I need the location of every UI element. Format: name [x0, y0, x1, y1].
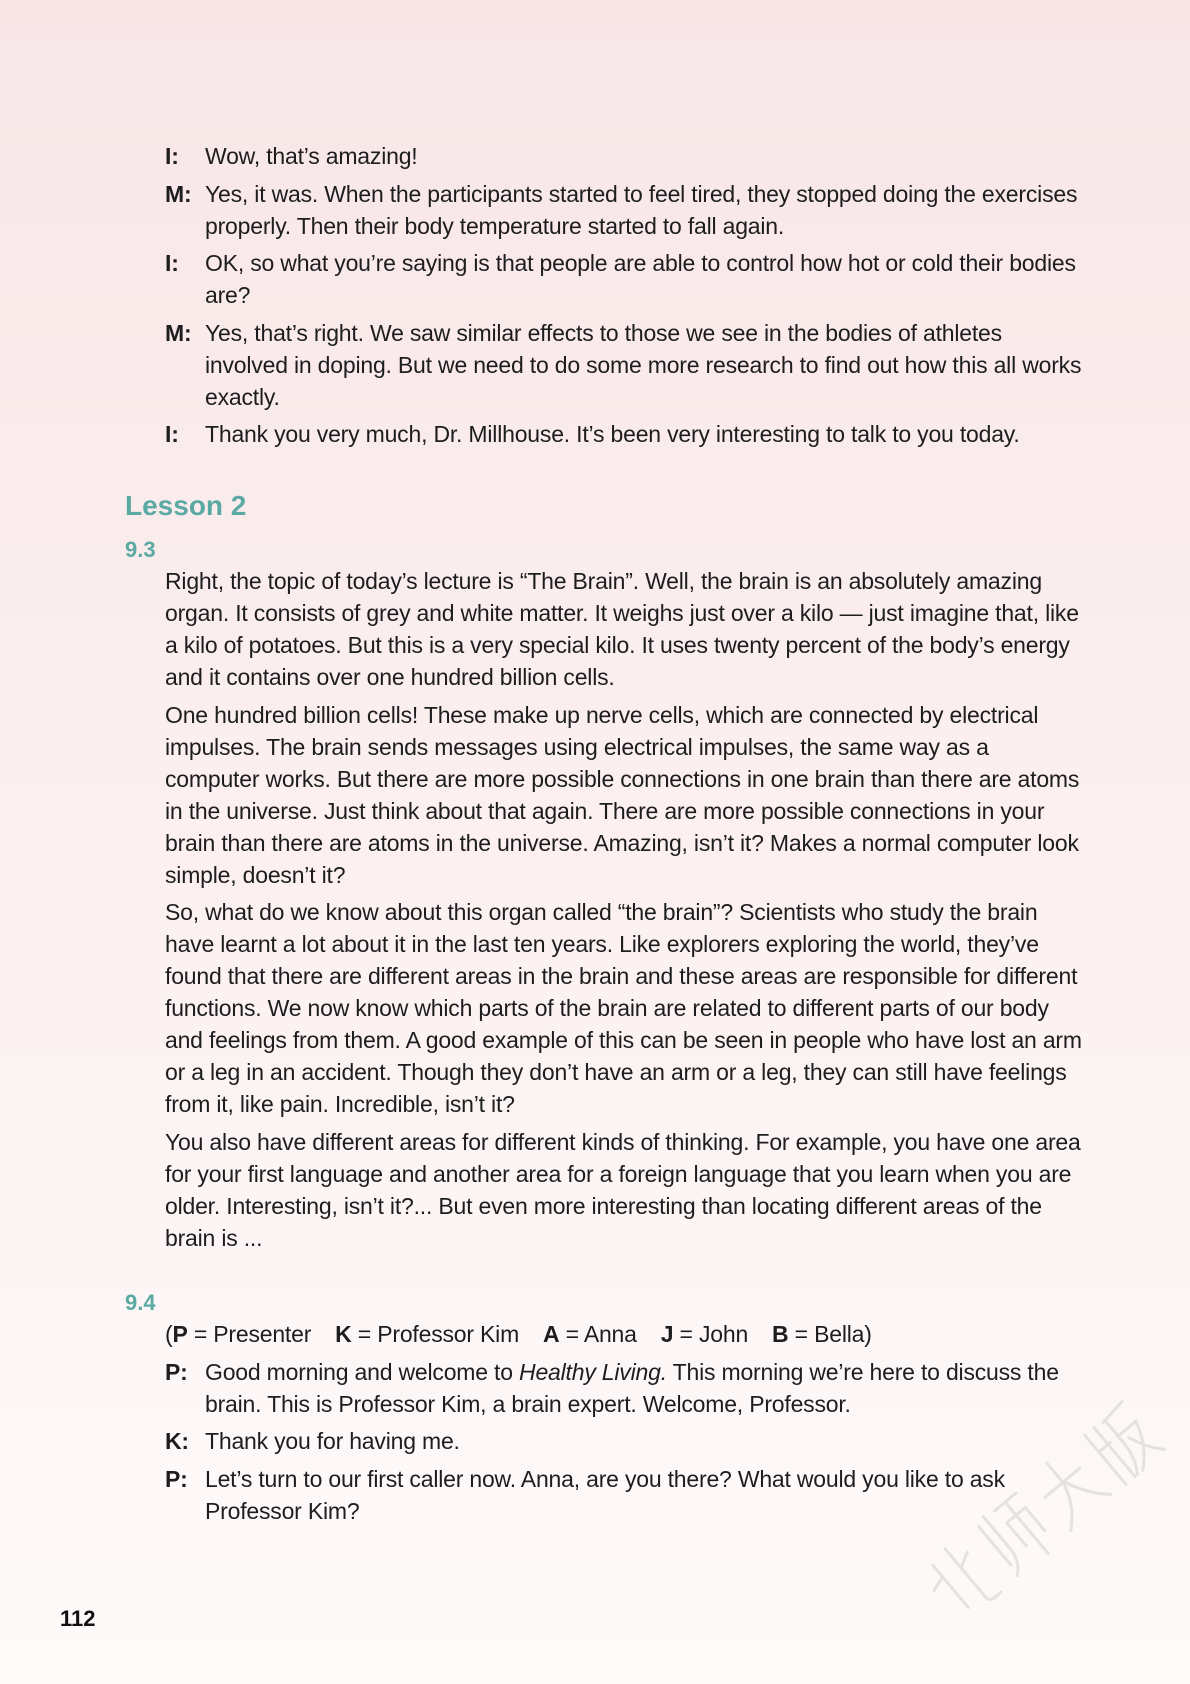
lesson-heading: Lesson 2: [125, 490, 247, 521]
dialogue-1: [0, 140, 1085, 456]
paragraph: You also have different areas for different kinds of thinking. For example, you have one area for your first language and another area for a foreign language that you learn when you are older. Interesting, isn’t it?... But even more interesting than locating different areas of the brain is ...: [165, 1128, 1081, 1251]
speaker-label: M:: [165, 319, 192, 346]
speaker-label: P:: [165, 1465, 188, 1492]
dialogue-line: [0, 317, 1085, 413]
speaker-label: K:: [165, 1428, 189, 1454]
key-letter: P: [172, 1321, 188, 1347]
speaker-label: I:: [165, 143, 179, 169]
speaker-label: I:: [165, 250, 179, 276]
dialogue-line: [0, 178, 1085, 242]
speaker-label: M:: [165, 180, 192, 207]
speaker-label: P:: [165, 1358, 188, 1385]
track-number-9-3: 9.3: [125, 537, 156, 562]
key-letter: J: [660, 1321, 674, 1347]
key-name: = Professor Kim: [357, 1321, 520, 1347]
key-letter: A: [543, 1321, 560, 1347]
paragraph: Right, the topic of today’s lecture is “The Brain”. Well, the brain is an absolutely amazing organ. It consists of grey and white matter. It weighs just over a kilo — just imagine that, like a kilo of potatoes. But this is a very special kilo. It uses twenty percent of the body’s energy and it contains over one hundred billion cells.: [165, 568, 1079, 690]
dialogue-line: [0, 140, 1085, 172]
key-name: = John: [679, 1321, 749, 1347]
dialogue-text: Good morning and welcome to Healthy Living. This morning we’re here to discuss the brain. This is Professor Kim, a brain expert. Welcome, Professor.: [205, 1358, 1059, 1417]
speaker-key: (P = Presenter K = Professor Kim A = Anna J = John B = Bella): [165, 1321, 872, 1347]
key-name: = Presenter: [193, 1321, 312, 1347]
dialogue-line: [0, 418, 1085, 450]
key-letter: B: [772, 1321, 789, 1347]
dialogue-text: Wow, that’s amazing!: [205, 143, 418, 169]
dialogue-line: [0, 247, 1085, 311]
dialogue-text: Let’s turn to our first caller now. Anna, are you there? What would you like to ask Professor Kim?: [205, 1465, 1005, 1524]
page-number: 112: [60, 1606, 96, 1631]
publisher-watermark: [880, 1360, 1180, 1660]
paragraph: One hundred billion cells! These make up nerve cells, which are connected by electrical impulses. The brain sends messages using electrical impulses, the same way as a computer works. But there are more possible connections in one brain than there are atoms in the universe. Just think about that again. There are more possible connections in your brain than there are atoms in the universe. Amazing, isn’t it? Makes a normal computer look simple, doesn’t it?: [165, 701, 1080, 888]
key-letter: K: [335, 1321, 352, 1347]
track-number-9-4: 9.4: [125, 1290, 156, 1315]
dialogue-text: Thank you very much, Dr. Millhouse. It’s been very interesting to talk to you today.: [205, 421, 1020, 447]
lecture-transcript: [0, 565, 1085, 1259]
dialogue-text: OK, so what you’re saying is that people are able to control how hot or cold their bodies are?: [205, 250, 1076, 308]
speaker-label: I:: [165, 421, 179, 447]
paragraph: So, what do we know about this organ called “the brain”? Scientists who study the brain have learnt a lot about it in the last ten years. Like explorers exploring the world, they’ve found that there are different areas in the brain and these areas are responsible for different functions. We now know which parts of the brain are related to different parts of our body and feelings from them. A good example of this can be seen in people who have lost an arm or a leg in an accident. Though they don’t have an arm or a leg, they can still have feelings from it, like pain. Incredible, isn’t it?: [165, 899, 1082, 1117]
show-title: Healthy Living.: [519, 1358, 667, 1385]
dialogue-text: Yes, that’s right. We saw similar effects to those we see in the bodies of athletes involved in doping. But we need to do some more research to find out how this all works exactly.: [205, 319, 1082, 410]
dialogue-text: Thank you for having me.: [205, 1428, 460, 1454]
key-name: = Anna: [565, 1321, 637, 1347]
dialogue-text: Yes, it was. When the participants started to feel tired, they stopped doing the exercises properly. Then their body temperature started to fall again.: [205, 180, 1078, 239]
key-name: = Bella: [794, 1321, 865, 1347]
